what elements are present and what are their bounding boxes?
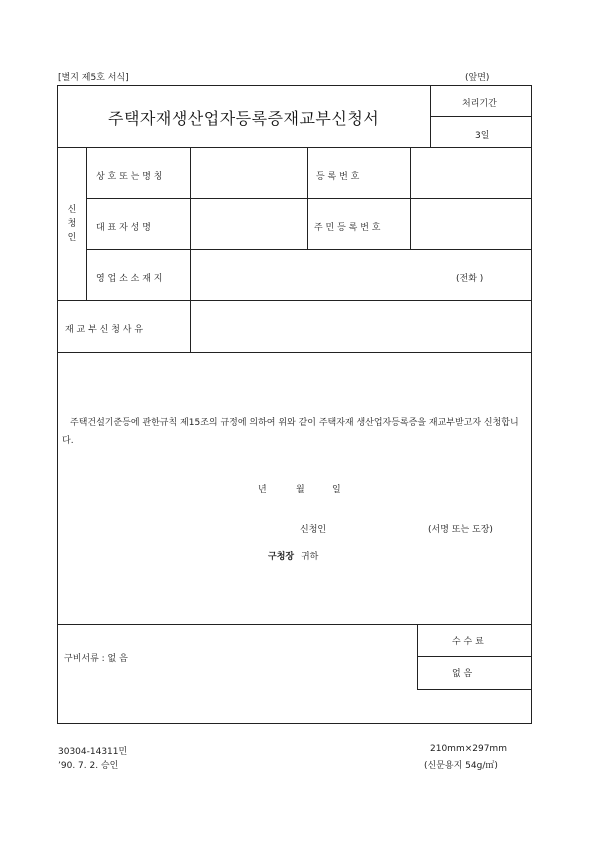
form-number: [별지 제5호 서식] xyxy=(58,73,129,83)
registration-number-label: 등 록 번 호 xyxy=(316,172,360,182)
required-documents: 구비서류 : 없 음 xyxy=(64,654,128,664)
paper-type: (신문용지 54g/㎡) xyxy=(424,761,498,771)
date-day-label: 일 xyxy=(332,485,341,495)
addressee xyxy=(268,549,318,562)
resident-number-field[interactable] xyxy=(412,201,530,247)
processing-period-value: 3일 xyxy=(475,131,490,141)
fee-value: 없 음 xyxy=(452,669,473,679)
paper-size: 210mm×297mm xyxy=(430,744,507,754)
registration-number-field[interactable] xyxy=(412,150,530,196)
form-code: 30304-14311민 xyxy=(58,747,128,757)
office-address-field[interactable] xyxy=(192,252,442,298)
resident-number-label: 주 민 등 록 번 호 xyxy=(314,223,381,233)
representative-name-field[interactable] xyxy=(192,201,305,247)
phone-label: (전화 ) xyxy=(456,274,484,284)
representative-name-label: 대 표 자 성 명 xyxy=(96,223,151,233)
applicant-group-label: 신 청 인 xyxy=(67,205,77,243)
applicant-signature-label: 신청인 xyxy=(300,525,327,535)
application-statement: 주택건설기준등에 관한규칙 제15조의 규정에 의하여 위와 같이 주택자재 생산업자등록증을 재교부받고자 신청합니다. xyxy=(62,418,519,446)
reissue-reason-label: 재 교 부 신 청 사 유 xyxy=(65,325,144,335)
date-month-label: 월 xyxy=(296,485,305,495)
office-address-label: 영 업 소 소 재 지 xyxy=(96,274,163,284)
fee-label: 수 수 료 xyxy=(452,637,484,647)
date-year-label: 년 xyxy=(258,485,267,495)
page-side-label: (앞면) xyxy=(465,73,490,83)
reissue-reason-field[interactable] xyxy=(192,303,530,350)
addressee-name: 구청장 xyxy=(268,552,295,562)
processing-period-label: 처리기간 xyxy=(462,99,497,109)
trade-name-field[interactable] xyxy=(192,150,305,196)
signature-note: (서명 또는 도장) xyxy=(428,525,493,535)
trade-name-label: 상 호 또 는 명 칭 xyxy=(96,172,163,182)
form-title: 주택자재생산업자등록증재교부신청서 xyxy=(108,109,380,128)
addressee-honorific: 귀하 xyxy=(300,552,319,562)
approval-date: ’90. 7. 2. 승인 xyxy=(58,761,119,771)
